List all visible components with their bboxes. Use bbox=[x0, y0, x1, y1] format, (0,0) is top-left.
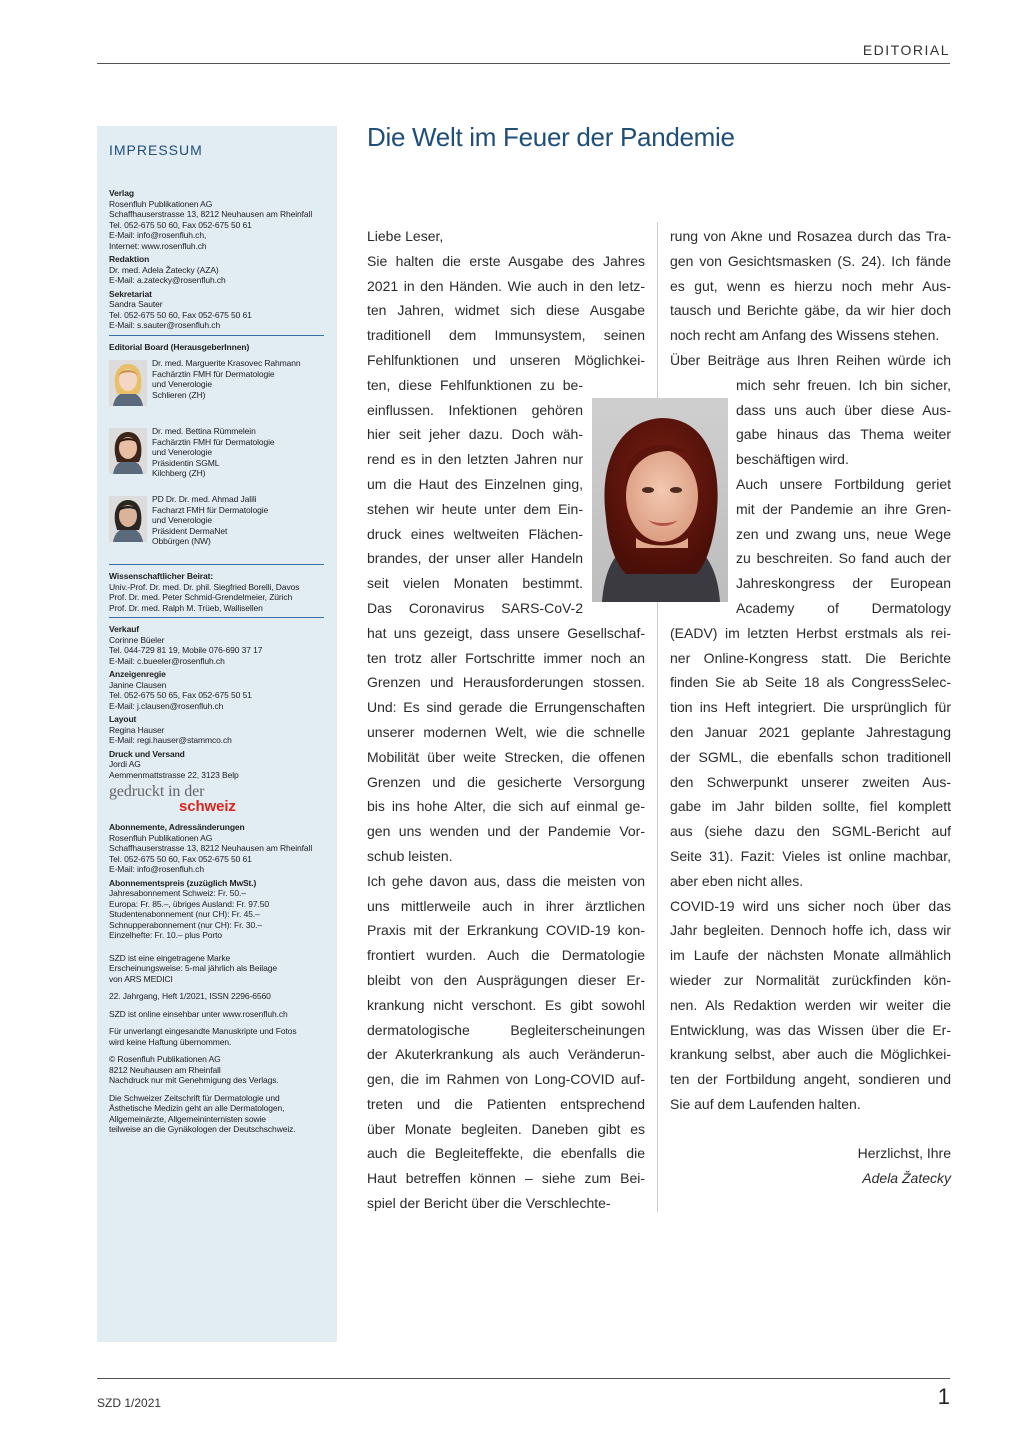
layout-line: E-Mail: regi.hauser@stammco.ch bbox=[109, 735, 232, 745]
verkauf-line: Tel. 044-729 81 19, Mobile 076-690 37 17 bbox=[109, 645, 263, 655]
sidebar-divider bbox=[109, 335, 324, 336]
article-text-line: beschäftigen wird. bbox=[736, 451, 849, 468]
board-member-photo bbox=[109, 360, 147, 406]
impressum-note bbox=[109, 953, 324, 985]
article-text-line: Grenzen und die gesicherte Versorgung bbox=[367, 773, 645, 790]
page-number: 1 bbox=[937, 1384, 950, 1409]
abonnemente-heading: Abonnemente, Adressänderungen bbox=[109, 822, 245, 832]
verlag-line: Tel. 052-675 50 60, Fax 052-675 50 61 bbox=[109, 219, 252, 230]
gedruckt-logo-line1: gedruckt in der bbox=[109, 783, 205, 800]
impressum-note-line: SZD ist eine eingetragene Marke bbox=[109, 952, 231, 963]
article-text-line: ten Jahren, widmet sich diese Ausgabe bbox=[367, 302, 645, 319]
article-text-line: mich sehr freuen. Ich bin sicher, bbox=[736, 376, 951, 393]
article-text-line: uns mittlerweile auch in ihrer ärztlichen bbox=[367, 897, 645, 914]
article-text-line: über Monate begleiten. Daneben gibt es bbox=[367, 1120, 645, 1137]
redaktion-line: E-Mail: a.zatecky@rosenfluh.ch bbox=[109, 275, 226, 285]
board-member bbox=[109, 426, 324, 492]
abonnementspreis-line: Jahresabonnement Schweiz: Fr. 50.– bbox=[109, 888, 246, 898]
article-text-line: traditionell dem Immunsystem, seinen bbox=[367, 327, 645, 344]
impressum-note-line: © Rosenfluh Publikationen AG bbox=[109, 1054, 221, 1064]
impressum-notes bbox=[109, 953, 324, 1135]
beirat-line: Univ.-Prof. Dr. med. Dr. phil. Siegfried Borelli, Davos bbox=[109, 581, 300, 592]
abonnemente-line: E-Mail: info@rosenfluh.ch bbox=[109, 864, 204, 874]
article-text-line: rung von Akne und Rosazea durch das Tra- bbox=[670, 228, 951, 244]
board-member-line: PD Dr. Dr. med. Ahmad Jalili bbox=[152, 494, 257, 504]
author-portrait-photo bbox=[592, 398, 728, 602]
article-text-line: krankung nicht verschont. Es gibt sowohl bbox=[367, 996, 645, 1013]
article-text-line: Mobilität über weite Strecken, die offenen bbox=[367, 748, 645, 765]
sidebar-divider bbox=[109, 617, 324, 618]
article-text-line: unserer modernen Welt, wie die schnelle bbox=[367, 723, 645, 740]
board-heading: Editorial Board (HerausgeberInnen) bbox=[109, 341, 250, 352]
layout-heading: Layout bbox=[109, 714, 137, 724]
article-column-1 bbox=[367, 224, 645, 1216]
sekretariat-line: Tel. 052-675 50 60, Fax 052-675 50 61 bbox=[109, 309, 252, 320]
impressum-note bbox=[109, 1054, 324, 1086]
board-member-line: und Venerologie bbox=[152, 379, 212, 389]
article-text-line: dermatologische Begleiterscheinungen bbox=[367, 1021, 645, 1038]
footer-issue: SZD 1/2021 bbox=[97, 1396, 162, 1410]
verlag-line: Schaffhauserstrasse 13, 8212 Neuhausen am Rheinfall bbox=[109, 209, 313, 219]
druck-line: Jordi AG bbox=[109, 759, 141, 769]
impressum-note-line: Ästhetische Medizin geht an alle Dermatologen, bbox=[109, 1103, 285, 1113]
article-text-line: gen uns wenden und der Pandemie Vor- bbox=[367, 823, 645, 840]
sekretariat-line: E-Mail: s.sauter@rosenfluh.ch bbox=[109, 320, 221, 330]
board-member-text bbox=[152, 358, 332, 400]
article-text-line: nen. Als Redaktion werden wir weiter die bbox=[670, 996, 951, 1013]
gedruckt-logo-line2: schweiz bbox=[179, 798, 236, 815]
article-text-line: Das Coronavirus SARS-CoV-2 bbox=[367, 599, 583, 616]
article-text-line: spiel der Bericht über die Verschlechte- bbox=[367, 1195, 611, 1212]
article-column-2 bbox=[670, 224, 951, 1191]
board-member bbox=[109, 358, 324, 424]
article-text-line: (EADV) im letzten Herbst erstmals als rei- bbox=[670, 624, 951, 641]
layout-block bbox=[109, 714, 324, 746]
board-member-text bbox=[152, 494, 332, 547]
anzeigenregie-block bbox=[109, 669, 324, 711]
abonnementspreis-line: Studentenabonnement (nur CH): Fr. 45.– bbox=[109, 909, 260, 919]
article-text-line: der Akuterkrankung als auch Veränderun- bbox=[367, 1046, 645, 1063]
article-text-line: brandes, der unser aller Handeln bbox=[367, 550, 583, 567]
article-text-line: um die Haut des Einzelnen ging, bbox=[367, 475, 583, 492]
abonnementspreis-line: Schnupperabonnement (nur CH): Fr. 30.– bbox=[109, 919, 263, 930]
article-text-line: mit der Pandemie an ihre Gren- bbox=[736, 500, 951, 517]
article-text-line: es gut, wenn es hierzu noch mehr Aus- bbox=[670, 277, 951, 294]
beirat-line: Prof. Dr. med. Peter Schmid-Grendelmeier, Zürich bbox=[109, 592, 293, 602]
article-text-line: Haut betreffen können – siehe zum Bei- bbox=[367, 1170, 645, 1187]
closing-line: Herzlichst, Ihre bbox=[857, 1145, 951, 1162]
article-text-line: dass uns auch über diese Aus- bbox=[736, 401, 951, 418]
verkauf-line: Corinne Büeler bbox=[109, 634, 165, 645]
verlag-block bbox=[109, 188, 324, 251]
beirat-heading: Wissenschaftlicher Beirat: bbox=[109, 571, 214, 581]
verkauf-heading: Verkauf bbox=[109, 624, 140, 634]
header-section-label: EDITORIAL bbox=[862, 42, 950, 58]
impressum-note-line: Nachdruck nur mit Genehmigung des Verlags. bbox=[109, 1075, 279, 1085]
sekretariat-heading: Sekretariat bbox=[109, 288, 152, 299]
header-rule bbox=[97, 63, 950, 64]
article-text-line: treten und die Patienten entsprechend bbox=[367, 1095, 645, 1112]
sekretariat-line: Sandra Sauter bbox=[109, 299, 163, 309]
article-text-line: frontiert wurden. Auch die Dermatologie bbox=[367, 947, 645, 964]
board-member-line: Dr. med. Marguerite Krasovec Rahmann bbox=[152, 358, 301, 368]
anzeigenregie-line: Janine Clausen bbox=[109, 679, 167, 690]
article-text-line: Jahr begleiten. Dennoch hoffe ich, dass wir bbox=[670, 922, 951, 939]
board-member-line: und Venerologie bbox=[152, 447, 212, 457]
article-text-line: hier seit jeher dazu. Doch wäh- bbox=[367, 426, 583, 443]
article-text-line: gabe hinaus das Thema weiter bbox=[736, 426, 951, 443]
board-member bbox=[109, 494, 324, 560]
abonnementspreis-line: Europa: Fr. 85.–, übriges Ausland: Fr. 97.50 bbox=[109, 898, 270, 909]
impressum-note-line: SZD ist online einsehbar unter www.rosenfluh.ch bbox=[109, 1008, 288, 1019]
article-text-line: hat uns gezeigt, dass unsere Gesellschaf- bbox=[367, 624, 645, 641]
article-text-line: gen von Gesichtsmasken (S. 24). Ich fände bbox=[670, 252, 951, 269]
board-member-line: Facharzt FMH für Dermatologie bbox=[152, 504, 269, 515]
impressum-note bbox=[109, 991, 324, 1002]
article-text-line: krankung selbst, aber auch die Möglichkei- bbox=[670, 1046, 951, 1063]
board-member-line: Kilchberg (ZH) bbox=[152, 468, 206, 478]
article-text-line: noch recht am Anfang des Wissens stehen. bbox=[670, 327, 940, 344]
article-title: Die Welt im Feuer der Pandemie bbox=[367, 122, 735, 152]
impressum-note bbox=[109, 1093, 324, 1135]
article-text-line: bis ins hohe Alter, die sich auf einmal ge- bbox=[367, 798, 645, 815]
article-text-line: tausch und Berichte gäbe, da wir hier doch bbox=[670, 302, 951, 319]
article-text-line: ner Online-Kongress statt. Die Berichte bbox=[670, 649, 951, 666]
anzeigenregie-heading: Anzeigenregie bbox=[109, 669, 166, 679]
verlag-line: Rosenfluh Publikationen AG bbox=[109, 198, 213, 209]
article-text-line: Auch unsere Fortbildung geriet bbox=[736, 475, 951, 492]
layout-line: Regina Hauser bbox=[109, 724, 165, 735]
article-text-line: einflussen. Infektionen gehören bbox=[367, 401, 583, 418]
impressum-title: IMPRESSUM bbox=[109, 142, 203, 158]
column-separator bbox=[657, 222, 658, 1212]
article-text-line: auch die Begleiteffekte, die ebenfalls die bbox=[367, 1145, 645, 1162]
board-member-line: Schlieren (ZH) bbox=[152, 389, 206, 400]
article-text-line: Seite 31). Fazit: Vieles ist online machbar, bbox=[670, 847, 951, 864]
article-text-line: bleibt von den Ausprägungen dieser Er- bbox=[367, 971, 645, 988]
article-text-line: Fehlfunktionen und unseren Möglichkei- bbox=[367, 351, 645, 368]
board-member-photo bbox=[109, 496, 147, 542]
verkauf-block bbox=[109, 624, 324, 666]
verlag-heading: Verlag bbox=[109, 188, 134, 198]
article-text-line: druck eines weltweiten Flächen- bbox=[367, 525, 583, 542]
anzeigenregie-line: E-Mail: j.clausen@rosenfluh.ch bbox=[109, 700, 224, 711]
impressum-note-line: Allgemeinärzte, Allgemeininternisten sowie bbox=[109, 1113, 266, 1124]
article-text-line: Und: Es sind gerade die Errungenschaften bbox=[367, 699, 645, 716]
article-text-line: Grenzen und Herausforderungen stossen. bbox=[367, 674, 645, 691]
article-text-line: gen, die im Rahmen von Long-COVID auf- bbox=[367, 1071, 645, 1088]
article-text-line: den Januar 2021 geplante Jahrestagung bbox=[670, 723, 951, 740]
beirat-line: Prof. Dr. med. Ralph M. Trüeb, Wallisellen bbox=[109, 602, 263, 613]
impressum-body bbox=[109, 188, 324, 1142]
article-text-line: der SGML, die ebenfalls schon traditionell bbox=[670, 748, 951, 765]
article-text-line: rend es in den letzten Jahren nur bbox=[367, 451, 583, 468]
abonnementspreis-block bbox=[109, 878, 324, 941]
article-text-line: ten, diese Fehlfunktionen zu be- bbox=[367, 376, 583, 393]
article-text-line: seit vielen Monaten bestimmt. bbox=[367, 575, 583, 592]
article-text-line: aus (siehe dazu den SGML-Bericht auf bbox=[670, 823, 951, 840]
board-member-photo bbox=[109, 428, 147, 474]
druck-line: Aemmenmattstrasse 22, 3123 Belp bbox=[109, 769, 239, 780]
author-signature: Adela Žatecky bbox=[862, 1170, 951, 1187]
board-member-line: Dr. med. Bettina Rümmelein bbox=[152, 426, 256, 436]
article-text-line: Praxis mit der Erkrankung COVID-19 kon- bbox=[367, 922, 645, 939]
article-text-line: 2021 in den Händen. Wie auch in den letz- bbox=[367, 277, 645, 294]
gedruckt-in-der-schweiz-logo bbox=[109, 784, 324, 814]
article-text-line: ten der Fortbildung angeht, sondieren und bbox=[670, 1071, 951, 1088]
signature-spacer bbox=[670, 1117, 951, 1142]
sidebar-divider bbox=[109, 564, 324, 565]
anzeigenregie-line: Tel. 052-675 50 65, Fax 052-675 50 51 bbox=[109, 690, 252, 700]
article-text-line: Liebe Leser, bbox=[367, 228, 444, 244]
article-text-line: zen und zwang uns, neue Wege bbox=[736, 525, 951, 542]
verlag-line: E-Mail: info@rosenfluh.ch, bbox=[109, 230, 207, 240]
abonnemente-line: Rosenfluh Publikationen AG bbox=[109, 832, 213, 843]
article-text-line: Sie auf dem Laufenden halten. bbox=[670, 1095, 861, 1112]
article-text-line: ten trotz aller Fortschritte immer noch an bbox=[367, 649, 645, 666]
redaktion-line: Dr. med. Adela Žatecky (AZA) bbox=[109, 264, 219, 275]
article-text-line: Entwicklung, was das Wissen über die Er- bbox=[670, 1021, 951, 1038]
sekretariat-block bbox=[109, 289, 324, 331]
article-text-line: wieder zur Normalität zurückfinden kön- bbox=[670, 971, 951, 988]
impressum-note-line: 8212 Neuhausen am Rheinfall bbox=[109, 1064, 221, 1075]
verlag-line: Internet: www.rosenfluh.ch bbox=[109, 240, 207, 251]
board-member-line: Präsident DermaNet bbox=[152, 525, 228, 536]
article-text-line: zu beschreiten. So fand auch der bbox=[736, 550, 951, 567]
abonnemente-block bbox=[109, 822, 324, 875]
board-member-line: Obbürgen (NW) bbox=[152, 536, 211, 546]
article-text-line: gabe im Jahr bilden sollte, fiel komplett bbox=[670, 798, 951, 815]
board-member-line: Fachärztin FMH für Dermatologie bbox=[152, 368, 275, 379]
impressum-note bbox=[109, 1009, 324, 1020]
board-member-text bbox=[152, 426, 332, 479]
article-text-line: Sie halten die erste Ausgabe des Jahres bbox=[367, 252, 645, 269]
footer-rule bbox=[97, 1378, 950, 1379]
verkauf-line: E-Mail: c.bueeler@rosenfluh.ch bbox=[109, 655, 225, 666]
article-text-line: Jahreskongress der European bbox=[736, 575, 951, 592]
redaktion-heading: Redaktion bbox=[109, 254, 150, 264]
article-text-line: COVID-19 wird uns sicher noch über das bbox=[670, 897, 951, 914]
article-text-line: Academy of Dermatology bbox=[736, 599, 951, 616]
article-text-line: Über Beiträge aus Ihren Reihen würde ich bbox=[670, 351, 951, 368]
impressum-note-line: wird keine Haftung übernommen. bbox=[109, 1036, 232, 1047]
article-text-line: den Schwerpunkt unserer zweiten Aus- bbox=[670, 773, 951, 790]
impressum-sidebar bbox=[97, 126, 337, 1342]
board-member-line: und Venerologie bbox=[152, 515, 212, 525]
beirat-block bbox=[109, 571, 324, 613]
impressum-note-line: Die Schweizer Zeitschrift für Dermatologie und bbox=[109, 1092, 280, 1103]
abonnementspreis-line: Einzelhefte: Fr. 10.– plus Porto bbox=[109, 930, 223, 940]
abonnementspreis-heading: Abonnementspreis (zuzüglich MwSt.) bbox=[109, 877, 257, 888]
druck-block bbox=[109, 749, 324, 781]
abonnemente-line: Schaffhauserstrasse 13, 8212 Neuhausen am Rheinfall bbox=[109, 843, 313, 853]
impressum-note-line: von ARS MEDICI bbox=[109, 973, 173, 984]
article-text-line: finden Sie ab Seite 18 als CongressSelec- bbox=[670, 674, 951, 691]
redaktion-block bbox=[109, 254, 324, 286]
impressum-note bbox=[109, 1026, 324, 1047]
board-member-line: Präsidentin SGML bbox=[152, 457, 220, 468]
impressum-note-line: teilweise an die Gynäkologen der Deutschschweiz. bbox=[109, 1124, 296, 1134]
board-member-line: Fachärztin FMH für Dermatologie bbox=[152, 436, 275, 447]
impressum-note-line: Für unverlangt eingesandte Manuskripte und Fotos bbox=[109, 1026, 297, 1036]
article-text-line: aber eben nicht alles. bbox=[670, 872, 804, 889]
impressum-note-line: Erscheinungsweise: 5-mal jährlich als Beilage bbox=[109, 963, 277, 973]
article-text-line: schub leisten. bbox=[367, 847, 453, 864]
article-text-line: tion ins Heft integriert. Die ursprünglich für bbox=[670, 699, 951, 716]
abonnemente-line: Tel. 052-675 50 60, Fax 052-675 50 61 bbox=[109, 853, 252, 864]
article-text-line: im Laufe der nächsten Monate allmählich bbox=[670, 947, 951, 964]
druck-heading: Druck und Versand bbox=[109, 748, 185, 759]
article-text-line: Ich gehe davon aus, dass die meisten von bbox=[367, 872, 645, 889]
article-text-line: stehen wir heute unter dem Ein- bbox=[367, 500, 583, 517]
impressum-note-line: 22. Jahrgang, Heft 1/2021, ISSN 2296-6560 bbox=[109, 991, 271, 1001]
